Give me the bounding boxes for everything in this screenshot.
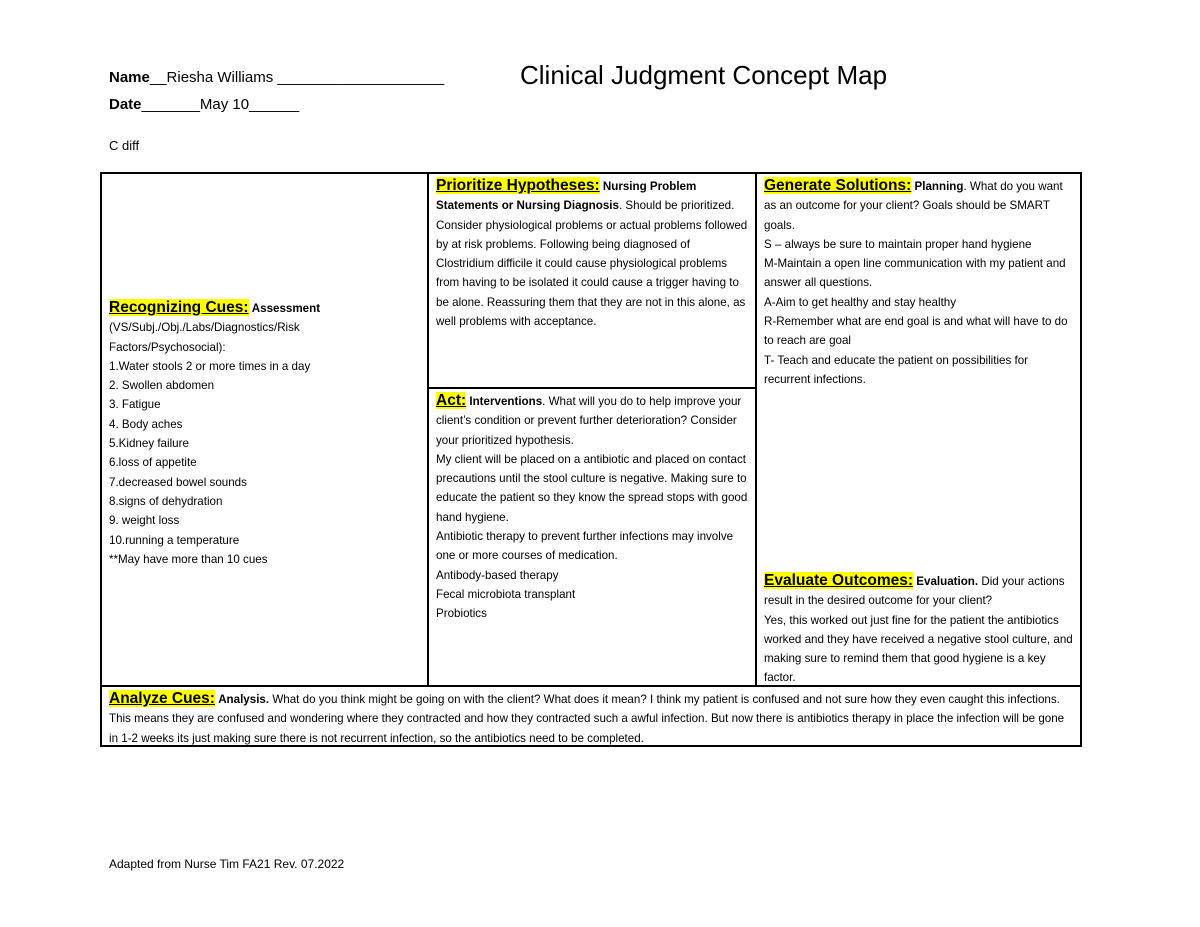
smart-goal: M-Maintain a open line communication with my patient and answer all questions. (764, 257, 1066, 290)
generate-solutions-heading: Generate Solutions: (764, 177, 912, 194)
prioritize-hypotheses-cell (429, 174, 755, 387)
date-label: Date (109, 96, 142, 113)
act-cell (429, 389, 755, 685)
prioritize-hypotheses-heading: Prioritize Hypotheses: (436, 177, 600, 194)
cue-item: 2. Swollen abdomen (109, 379, 215, 393)
cue-item: 4. Body aches (109, 417, 183, 431)
cue-item: 3. Fatigue (109, 398, 161, 412)
analyze-cues-subheading: Analysis. (218, 693, 270, 706)
topic-label: C diff (109, 138, 140, 153)
act-text-2: Antibiotic therapy to prevent further infections may involve one or more courses of medication. (436, 530, 734, 563)
name-value: __Riesha Williams ____________________ (149, 69, 445, 86)
name-label: Name (109, 69, 150, 86)
evaluate-outcomes-heading: Evaluate Outcomes: (764, 572, 914, 589)
act-item: Antibody-based therapy (436, 568, 559, 582)
cue-item: 1.Water stools 2 or more times in a day (109, 359, 311, 373)
smart-goal: S – always be sure to maintain proper hand hygiene (764, 237, 1032, 251)
prioritize-hypotheses-subheading: Nursing Problem Statements or Nursing Diagnosis (436, 180, 697, 213)
generate-solutions-subheading: Planning (914, 180, 964, 193)
name-line (109, 69, 444, 86)
smart-goal: R-Remember what are end goal is and what will have to do to reach are goal (764, 315, 1068, 348)
cue-item: 7.decreased bowel sounds (109, 475, 247, 489)
evaluate-outcomes-text: Yes, this worked out just fine for the patient the antibiotics worked and they have received a negative stool culture, and making sure to remind them that good hygiene is a key factor. (764, 613, 1073, 685)
cue-item: 5.Kidney failure (109, 437, 189, 451)
cue-item: 8.signs of dehydration (109, 494, 223, 508)
footer-note: Adapted from Nurse Tim FA21 Rev. 07.2022 (109, 857, 345, 871)
act-item: Probiotics (436, 607, 487, 621)
analyze-cues-heading: Analyze Cues: (109, 690, 215, 707)
evaluate-outcomes-prompt: Did your actions result in the desired outcome for your client? (764, 575, 1065, 608)
cue-intro: Factors/Psychosocial): (109, 340, 226, 354)
act-prompt: . What will you do to help improve your client’s condition or prevent further deterioration? Consider your prioritized hypothesis. (436, 395, 742, 447)
act-text: My client will be placed on a antibiotic and placed on contact precautions until the stool culture is negative. Making sure to educate the patient so they know the spread stops with good hand hygiene. (436, 452, 748, 524)
act-item: Fecal microbiota transplant (436, 587, 576, 601)
analyze-cues-text: What do you think might be going on with the client? What does it mean? I think my patient is confused and not sure how they even caught this infections. This means they are confused and wondering where they contracted and how they contracted such a awful infection. But now there is antibiotics therapy in place the infection will be gone in 1-2 weeks its just making sure there is not recurrent infection, so the antibiotics need to be completed. (109, 693, 1065, 745)
generate-solutions-prompt: . What do you want as an outcome for your client? Goals should be SMART goals. (764, 180, 1063, 232)
act-heading: Act: (436, 392, 467, 409)
generate-solutions-cell (757, 174, 1082, 569)
smart-goal: T- Teach and educate the patient on possibilities for recurrent infections. (764, 353, 1029, 386)
evaluate-outcomes-subheading: Evaluation. (916, 575, 979, 588)
cue-item: 10.running a temperature (109, 533, 240, 547)
cue-intro: (VS/Subj./Obj./Labs/Diagnostics/Risk (109, 321, 300, 335)
smart-goal: A-Aim to get healthy and stay healthy (764, 295, 957, 309)
date-value: _______May 10______ (141, 96, 300, 113)
page-title: Clinical Judgment Concept Map (520, 60, 888, 90)
cue-item: 6.loss of appetite (109, 456, 197, 470)
prioritize-hypotheses-text: . Should be prioritized. Consider physiological problems or actual problems followed by at risk problems. Following being diagnosed of Clostridium difficile it could cause physiological problems from having to be isolated it could cause a trigger having to be alone. Reassuring them that they are not in this alone, as well problems with acceptance. (436, 199, 748, 329)
evaluate-outcomes-cell (757, 569, 1082, 685)
recognizing-cues-cell (102, 296, 427, 686)
recognizing-cues-heading: Recognizing Cues: (109, 299, 249, 316)
act-subheading: Interventions (469, 395, 543, 408)
recognizing-cues-subheading: Assessment (251, 302, 321, 315)
analyze-cues-cell (102, 687, 1082, 747)
concept-map-table (100, 172, 1082, 747)
cue-item: 9. weight loss (109, 514, 180, 528)
cue-item: **May have more than 10 cues (109, 552, 268, 566)
date-line (109, 96, 299, 113)
